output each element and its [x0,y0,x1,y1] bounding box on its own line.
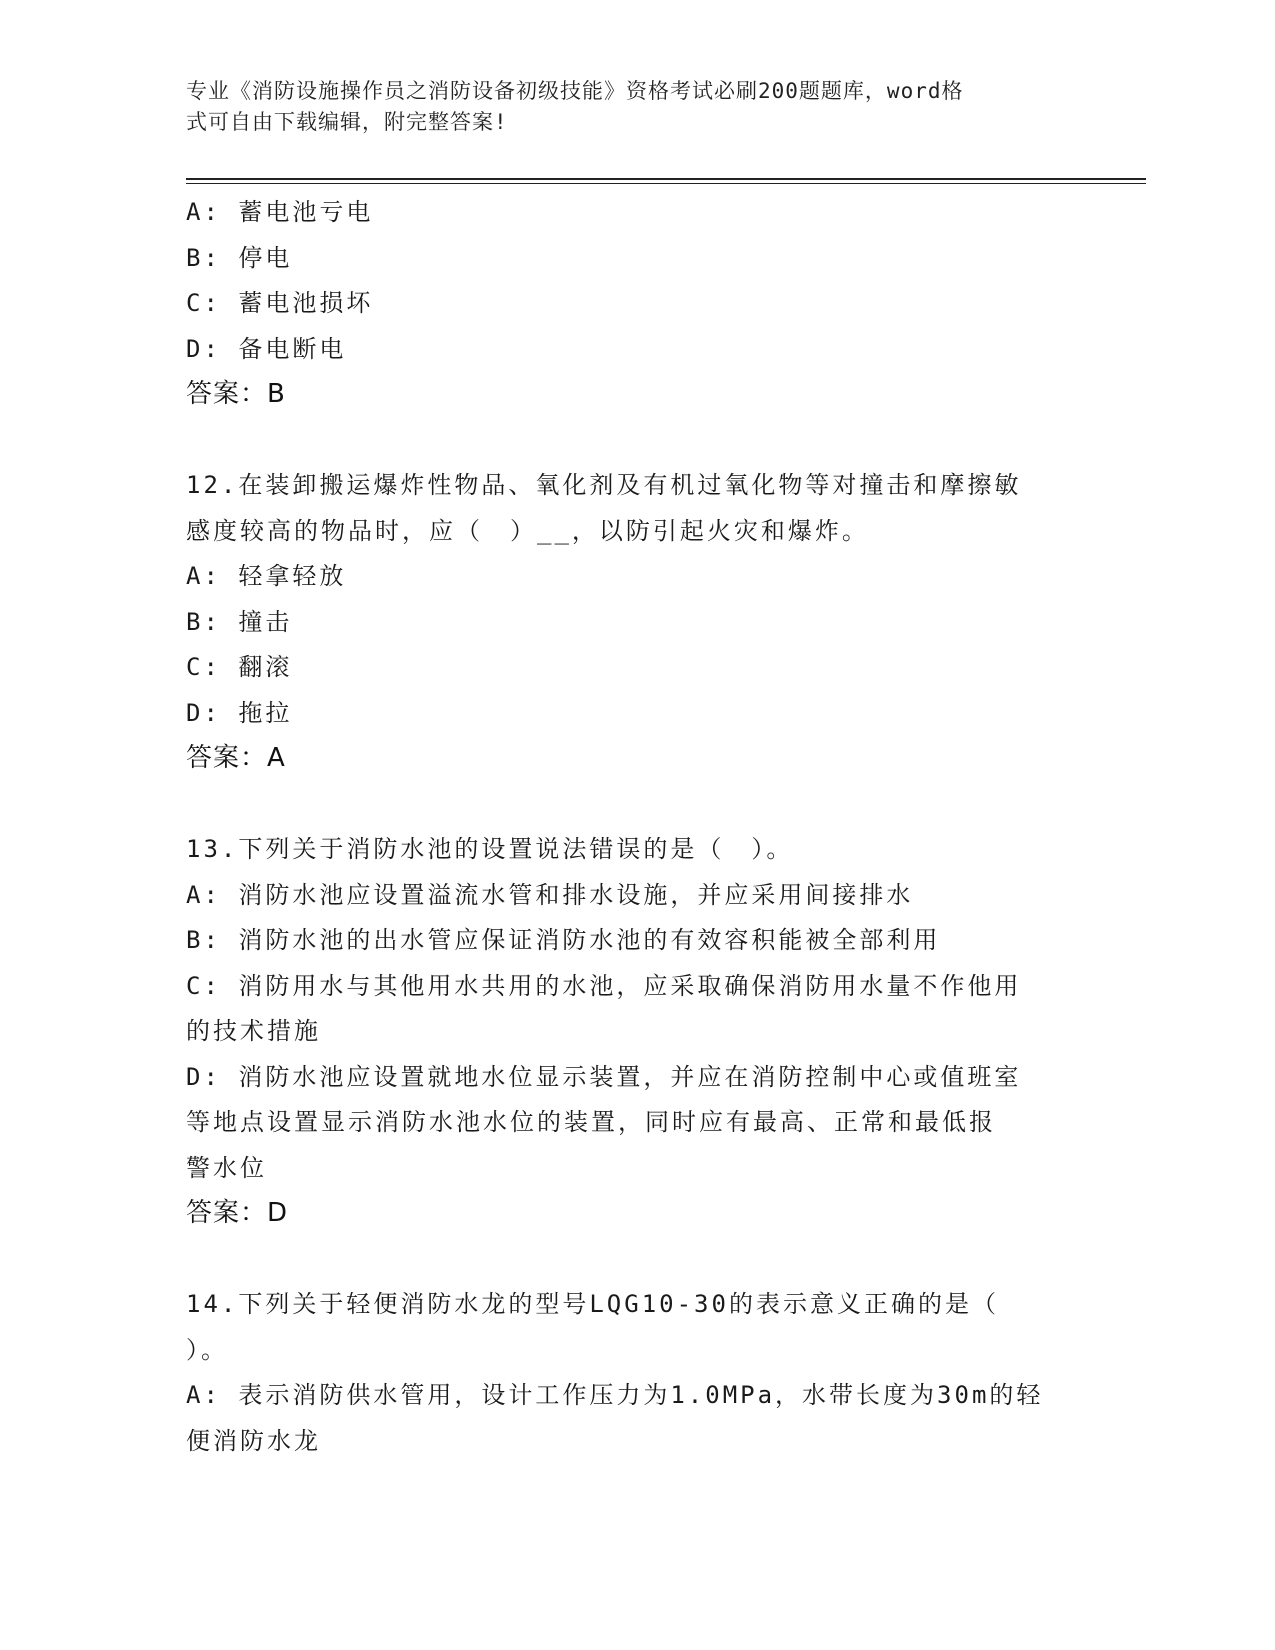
option-b: B: 停电 [186,243,293,272]
question-stem-continued: ）。 [186,1335,228,1364]
option-d: D: 消防水池应设置就地水位显示装置，并应在消防控制中心或值班室 [186,1062,1022,1091]
option-a-continued: 便消防水龙 [186,1426,321,1455]
question-stem: 12.在装卸搬运爆炸性物品、氧化剂及有机过氧化物等对撞击和摩擦敏 [186,471,1022,499]
option-a: A: 蓄电池亏电 [186,198,374,226]
option-c: C: 蓄电池损坏 [186,289,374,317]
question-13 [186,827,1086,1237]
option-d: D: 拖拉 [186,698,293,727]
option-b: B: 消防水池的出水管应保证消防水池的有效容积能被全部利用 [186,926,941,954]
answer-line: 答案：B [186,379,286,409]
header-line-2: 式可自由下载编辑，附完整答案! [186,110,508,134]
question-stem-continued: 感度较高的物品时，应（ ）__，以防引起火灾和爆炸。 [186,516,869,545]
question-spacer [186,1237,1086,1283]
header-divider-thin [186,183,1146,184]
question-14 [186,1282,1086,1464]
option-a: A: 消防水池应设置溢流水管和排水设施，并应采用间接排水 [186,880,914,909]
option-d-continued: 警水位 [186,1153,267,1182]
question-spacer [186,418,1086,464]
option-a: A: 轻拿轻放 [186,562,347,590]
document-header [186,76,1066,138]
header-divider-thick [186,178,1146,180]
question-stem: 13.下列关于消防水池的设置说法错误的是（ ）。 [186,835,794,863]
answer-line: 答案：D [186,1198,289,1228]
question-12 [186,463,1086,782]
question-11 [186,190,1086,418]
option-c-continued: 的技术措施 [186,1017,321,1045]
question-list [186,190,1086,1464]
answer-line: 答案：A [186,743,286,773]
question-stem: 14.下列关于轻便消防水龙的型号LQG10-30的表示意义正确的是（ [186,1290,999,1318]
option-c: C: 翻滚 [186,653,293,681]
header-line-1: 专业《消防设施操作员之消防设备初级技能》资格考试必刷200题题库，word格 [186,79,964,103]
option-a: A: 表示消防供水管用，设计工作压力为1.0MPa，水带长度为30m的轻 [186,1381,1044,1409]
option-c: C: 消防用水与其他用水共用的水池，应采取确保消防用水量不作他用 [186,971,1022,1000]
option-b: B: 撞击 [186,607,293,636]
option-d-continued: 等地点设置显示消防水池水位的装置，同时应有最高、正常和最低报 [186,1108,996,1136]
option-d: D: 备电断电 [186,334,347,363]
question-spacer [186,782,1086,828]
